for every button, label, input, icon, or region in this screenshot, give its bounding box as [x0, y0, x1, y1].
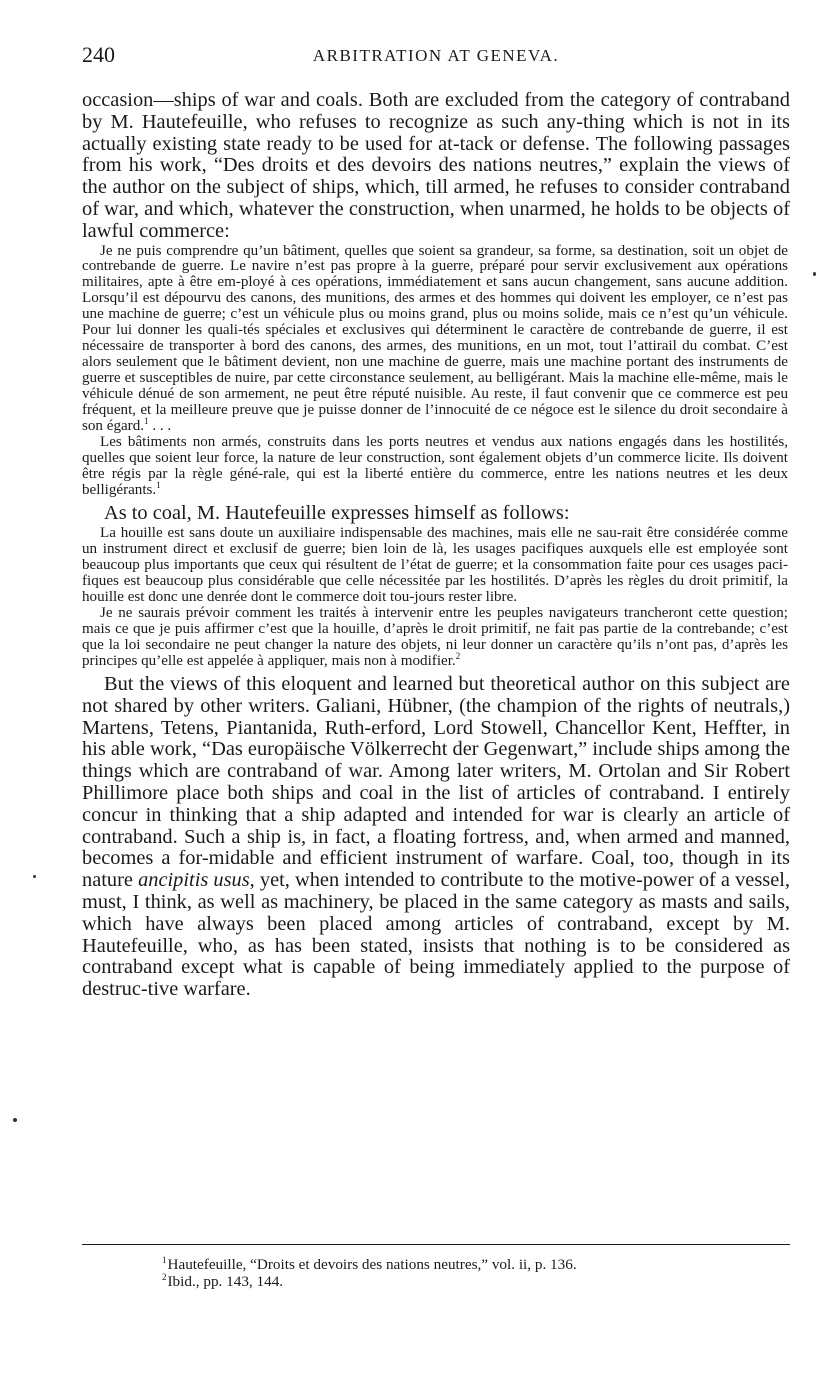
quote-unarmed-ships-text: Les bâtiments non armés, construits dans les ports neutres et vendus aux nations engagés dans les hostilités, quelles que soient leur force, la nature de leur construction, sont également objets d’un commerce licite. Ils doivent être régis par la règle géné-rale, qui est la liberté entière du commerce, entre les nations neutres et les deux belligérants.	[82, 434, 788, 499]
page-header	[82, 42, 790, 72]
paragraph-conclusion	[82, 674, 790, 1001]
paper-speck	[813, 272, 816, 276]
page-number: 240	[82, 42, 115, 67]
footnote-divider	[82, 1244, 790, 1245]
paper-speck	[33, 875, 36, 878]
quote-ships-text: Je ne puis comprendre qu’un bâtiment, quelles que soient sa grandeur, sa forme, sa destination, soit un objet de contrebande de guerre. Le navire n’est pas propre à la guerre, préparé pour servir exclusivement aux opérations militaires, apte à être em-ployé à ces opérations, immédiatement et sans aucun changement, sans aucune addition. Lorsqu’il est dépourvu des canons, des munitions, des armes et des hommes qui doivent les employer, ce n’est pas une machine de guerre; c’est un véhicule plus ou moins grand, plus ou moins solide, mais ce n’est qu’un véhicule. Pour lui donner les quali-tés spéciales et exclusives qui déterminent le caractère de contrebande de guerre, il est nécessaire de transporter à bord des canons, des armes, des munitions, en un mot, tout l’attirail du combat. C’est alors seulement que le bâtiment devient, non une machine de guerre, mais une machine portant des instruments de guerre et susceptibles de nuire, par cette circonstance seulement, au belligérant. Mais la machine elle-même, mais le véhicule dénué de son armement, ne peut être réputé nuisible. Au reste, il faut convenir que ce commerce est peu fréquent, et la meilleure preuve que je puisse donner de l’innocuité de ce négoce est le silence du droit secondaire à son égard.	[82, 242, 788, 434]
paragraph-intro: occasion—ships of war and coals. Both are excluded from the category of contraband by M. Hautefeuille, who refuses to recognize as such any-thing which is not in its actually existing state ready to be used for at-tack or defense. The following passages from his work, “Des droits et des devoirs des nations neutres,” explain the views of the author on the subject of ships, which, till armed, he refuses to consider contraband of war, and which, whatever the construction, when unarmed, he holds to be objects of lawful commerce:	[82, 89, 790, 242]
quote-unarmed-ships	[82, 435, 790, 499]
footnotes	[82, 1244, 790, 1290]
conclusion-text-2: , yet, when intended to contribute to the motive-power of a vessel, must, I think, as well as machinery, be placed in the same category as masts and sails, which have always been placed among articles of contraband, except by M. Hautefeuille, who, as has been stated, insists that nothing is to be considered as contraband except what is capable of being immediately applied to the purpose of destruc-tive warfare.	[82, 869, 791, 1001]
paragraph-coal-intro: As to coal, M. Hautefeuille expresses himself as follows:	[104, 502, 570, 525]
running-title: ARBITRATION AT GENEVA.	[312, 46, 560, 65]
quote-treaties-text: Je ne saurais prévoir comment les traités à intervenir entre les peuples navigateurs trancheront cette question; mais ce que je puis affirmer c’est que la houille, d’après le droit primitif, ne fait pas partie de la contrebande; c’est que la loi secondaire ne peut changer la nature des objets, ni leur donner un caractère qu’ils n’ont pas, d’après les principes qu’elle est appelée à appliquer, mais non à modifier.	[82, 605, 788, 670]
conclusion-text-1: But the views of this eloquent and learned but theoretical author on this subject are not shared by other writers. Galiani, Hübner, (the champion of the rights of neutrals,) Martens, Tetens, Piantanida, Ruth-erford, Lord Stowell, Chancellor Kent, Heffter, in his able work, “Das europäische Völkerrecht der Gegenwart,” include ships among the things which are contraband of war. Among later writers, M. Ortolan and Sir Robert Phillimore place both ships and coal in the list of articles of contraband. I entirely concur in thinking that a ship adapted and intended for war is clearly an article of contraband. Such a ship is, in fact, a floating fortress, and, when armed and manned, becomes a for-midable and efficient instrument of warfare. Coal, too, though in its nature	[82, 673, 790, 892]
footnote-1	[82, 1256, 790, 1273]
latin-phrase: ancipitis usus	[138, 869, 250, 892]
paper-speck	[13, 1118, 17, 1122]
quote-treaties	[82, 606, 790, 670]
body-text	[82, 90, 790, 1001]
footnote-mark: 2	[162, 1271, 167, 1282]
quote-ships	[82, 244, 790, 435]
footnote-ref: 2	[455, 651, 461, 662]
footnote-text: Ibid., pp. 143, 144.	[167, 1273, 284, 1290]
footnote-ref: 1	[144, 415, 149, 426]
footnote-mark: 1	[162, 1254, 167, 1265]
quote-coal: La houille est sans doute un auxiliaire indispensable des machines, mais elle ne sau-rait être considérée comme un instrument direct et exclusif de guerre; bien loin de là, les usages pacifiques auxquels elle est employée sont beaucoup plus importants que ceux qui résultent de l’état de guerre; et la consommation faite pour ces usages paci-fiques est beaucoup plus considérable que celle nécessitée par les hostilités. D’après les règles du droit primitif, la houille est donc une denrée dont le commerce doit tou-jours rester libre.	[82, 524, 788, 605]
footnote-text: Hautefeuille, “Droits et devoirs des nations neutres,” vol. ii, p. 136.	[167, 1256, 577, 1273]
footnote-2	[82, 1273, 790, 1290]
footnote-ref: 1	[156, 480, 161, 491]
ellipsis: . . .	[148, 417, 172, 434]
